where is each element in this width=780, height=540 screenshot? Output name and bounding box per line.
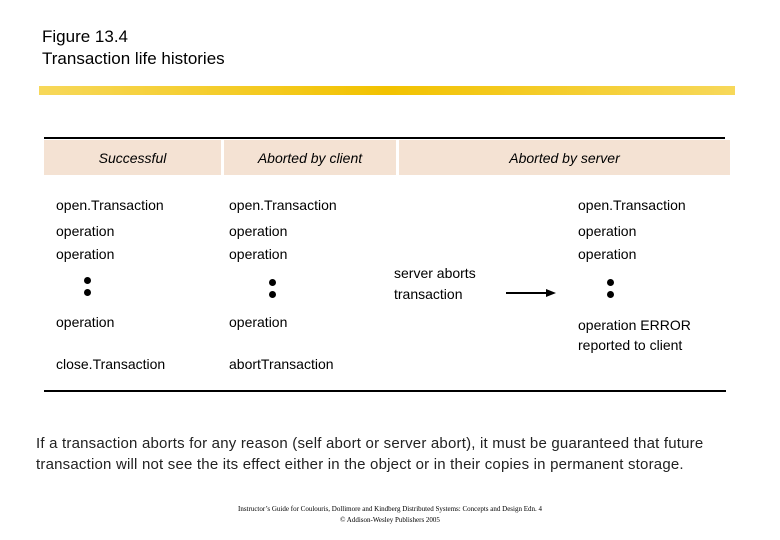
header-aborted-by-client xyxy=(224,140,396,175)
arrow-right-icon xyxy=(506,288,556,298)
successful-op2: operation xyxy=(56,246,115,262)
client-op1: operation xyxy=(229,223,288,239)
header-client-label: Aborted by client xyxy=(257,149,363,166)
header-successful xyxy=(44,140,221,175)
client-op3: operation xyxy=(229,314,288,330)
client-abort: abortTransaction xyxy=(229,356,334,372)
slide-title: Transaction life histories xyxy=(42,49,225,68)
client-op2: operation xyxy=(229,246,288,262)
server-op1: operation xyxy=(578,223,637,239)
successful-op1: operation xyxy=(56,223,115,239)
caption-text: If a transaction aborts for any reason (self abort or server abort), it must be guaranteed that future transaction will not see the its effect either in the object or in their copies in permanent storage. xyxy=(36,435,704,473)
header-server-label: Aborted by server xyxy=(509,149,620,166)
successful-ellipsis xyxy=(84,277,92,301)
accent-band xyxy=(39,86,735,95)
server-error-line1: operation ERROR xyxy=(578,317,691,333)
server-error-line2: reported to client xyxy=(578,337,683,353)
server-abort-note-line1: server aborts xyxy=(394,265,476,281)
footer-line2: © Addison-Wesley Publishers 2005 xyxy=(340,516,440,524)
successful-open: open.Transaction xyxy=(56,197,164,213)
client-ellipsis xyxy=(269,279,277,303)
server-abort-note-line2: transaction xyxy=(394,286,463,302)
figure-label: Figure 13.4 xyxy=(42,27,128,46)
successful-close: close.Transaction xyxy=(56,356,166,372)
client-open: open.Transaction xyxy=(229,197,337,213)
server-open: open.Transaction xyxy=(578,197,686,213)
successful-op3: operation xyxy=(56,314,115,330)
server-ellipsis xyxy=(607,279,615,303)
server-op2: operation xyxy=(578,246,637,262)
header-aborted-by-server xyxy=(399,140,730,175)
table-bottom-rule xyxy=(44,390,726,392)
header-successful-label: Successful xyxy=(98,149,167,166)
footer-line1: Instructor’s Guide for Coulouris, Dollimore and Kindberg Distributed Systems: Concepts and Design Edn. 4 xyxy=(237,505,542,513)
table-top-rule xyxy=(44,137,725,139)
